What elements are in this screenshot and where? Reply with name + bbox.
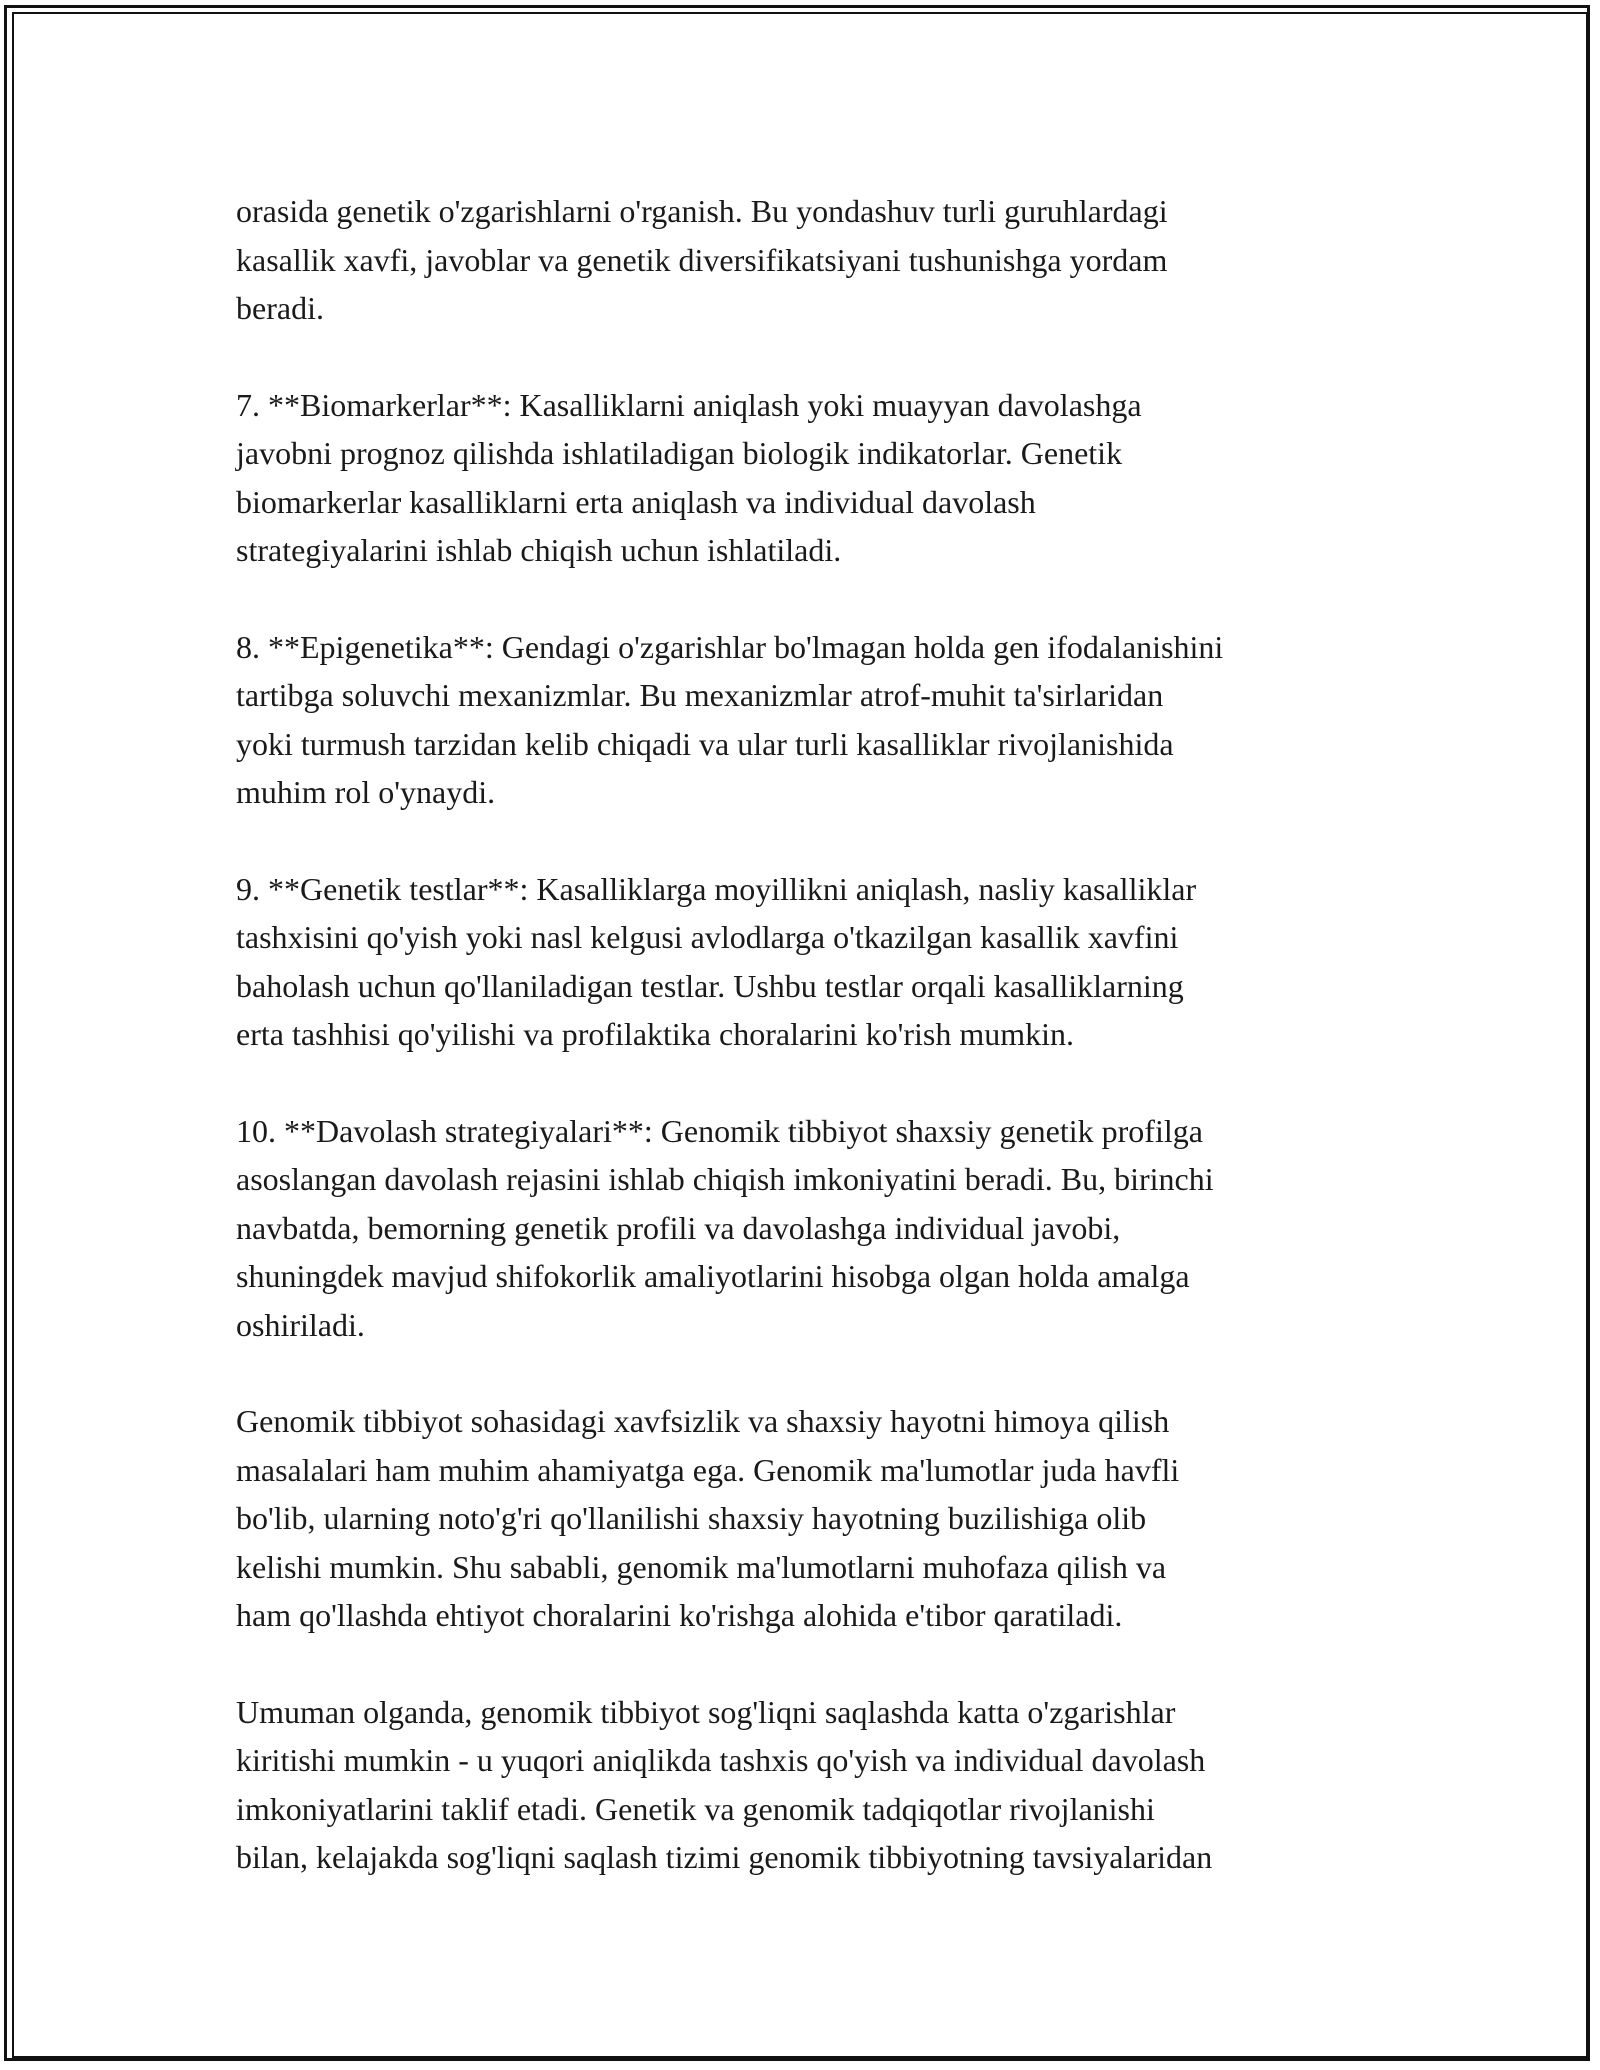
paragraph-privacy: Genomik tibbiyot sohasidagi xavfsizlik va shaxsiy hayotni himoya qilish masalalari ham muhim ahamiyatga ega. Genomik ma'lumotlar juda havfli bo'lib, ularning noto'g'ri qo'llanilishi shaxsiy hayotning buzilishiga olib kelishi mumkin. Shu sababli, genomik ma'lumotlarni muhofaza qilish va ham qo'llashda ehtiyot choralarini ko'rishga alohida e'tibor qaratiladi. (236, 1403, 1180, 1633)
document-body (236, 187, 1386, 1930)
paragraph-conclusion: Umuman olganda, genomik tibbiyot sog'liqni saqlashda katta o'zgarishlar kiritishi mumkin - u yuqori aniqlikda tashxis qo'yish va individual davolash imkoniyatlarini taklif etadi. Genetik va genomik tadqiqotlar rivojlanishi bilan, kelajakda sog'liqni saqlash tizimi genomik tibbiyotning tavsiyalaridan (236, 1693, 1213, 1875)
paragraph-intro-continuation: orasida genetik o'zgarishlarni o'rganish. Bu yondashuv turli guruhlardagi kasallik xavfi, javoblar va genetik diversifikatsiyani tushunishga yordam beradi. (236, 193, 1168, 326)
paragraph-biomarkers: 7. **Biomarkerlar**: Kasalliklarni aniqlash yoki muayyan davolashga javobni prognoz qilishda ishlatiladigan biologik indikatorlar. Genetik biomarkerlar kasalliklarni erta aniqlash va individual davolash strategiyalarini ishlab chiqish uchun ishlatiladi. (236, 386, 1142, 568)
paragraph-epigenetics: 8. **Epigenetika**: Gendagi o'zgarishlar bo'lmagan holda gen ifodalanishini tartibga soluvchi mexanizmlar. Bu mexanizmlar atrof-muhit ta'sirlaridan yoki turmush tarzidan kelib chiqadi va ular turli kasalliklar rivojlanishida muhim rol o'ynaydi. (236, 628, 1224, 810)
paragraph-treatment-strategies: 10. **Davolash strategiyalari**: Genomik tibbiyot shaxsiy genetik profilga asoslangan davolash rejasini ishlab chiqish imkoniyatini beradi. Bu, birinchi navbatda, bemorning genetik profili va davolashga individual javobi, shuningdek mavjud shifokorlik amaliyotlarini hisobga olgan holda amalga oshiriladi. (236, 1112, 1214, 1343)
paragraph-genetic-tests: 9. **Genetik testlar**: Kasalliklarga moyillikni aniqlash, nasliy kasalliklar tashxisini qo'yish yoki nasl kelgusi avlodlarga o'tkazilgan kasallik xavfini baholash uchun qo'llaniladigan testlar. Ushbu testlar orqali kasalliklarning erta tashhisi qo'yilishi va profilaktika choralarini ko'rish mumkin. (236, 870, 1197, 1052)
